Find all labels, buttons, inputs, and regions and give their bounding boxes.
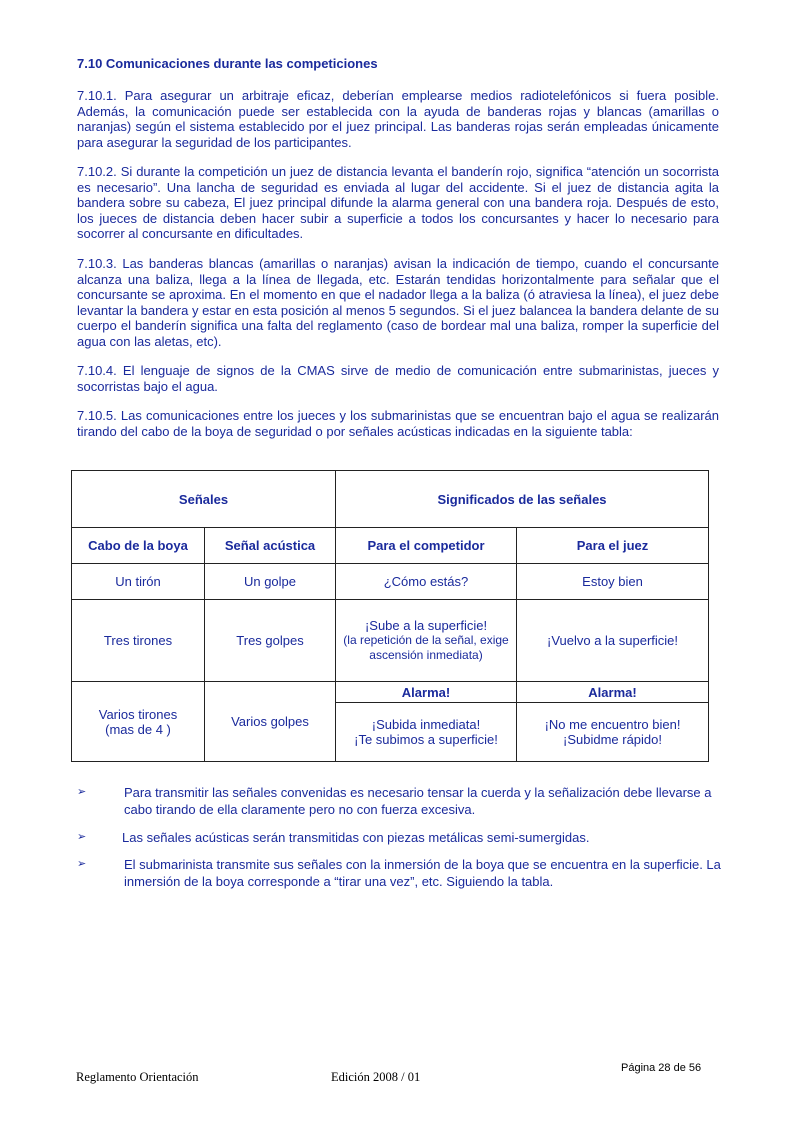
- cell-competidor: ¿Cómo estás?: [336, 564, 517, 600]
- alarm-competidor: Alarma!: [336, 682, 517, 703]
- juez-line-1: ¡No me encuentro bien!: [544, 717, 681, 732]
- cabo-line-1: Varios tirones: [98, 706, 178, 722]
- table-row: [72, 682, 709, 703]
- header-senales: Señales: [72, 471, 336, 528]
- cell-competidor: [336, 703, 517, 762]
- bullet-text: Las señales acústicas serán transmitidas con piezas metálicas semi-sumergidas.: [122, 830, 590, 845]
- section-title: 7.10 Comunicaciones durante las competiciones: [77, 56, 378, 71]
- column-header-juez: Para el juez: [517, 528, 709, 564]
- competidor-main-text: ¡Sube a la superficie!: [364, 618, 488, 633]
- paragraph-7-10-3: 7.10.3. Las banderas blancas (amarillas o naranjas) avisan la indicación de tiempo, cuando el concursante alcanza una baliza, llega a la línea de llegada, etc. Estarán tendidas horizontalmente para señalar que el concursante se aproxima. En el momento en que el nadador llega a la baliza (ó atraviesa la línea), el juez debe levantar la bandera y estar en esta posición al menos 5 segundos. Si el juez balancea la bandera delante de su cuerpo el banderín significa una falta del reglamento (caso de bordear mal una baliza, romper la superficie del agua con las aletas, etc).: [77, 256, 719, 349]
- column-header-competidor: Para el competidor: [336, 528, 517, 564]
- signals-table: [71, 470, 709, 762]
- cell-acustica: Un golpe: [205, 564, 336, 600]
- cell-cabo: Tres tirones: [72, 600, 205, 682]
- cell-juez: ¡Vuelvo a la superficie!: [517, 600, 709, 682]
- table-row: [72, 564, 709, 600]
- paragraph-7-10-4: 7.10.4. El lenguaje de signos de la CMAS sirve de medio de comunicación entre submarinistas, jueces y socorristas bajo el agua.: [77, 363, 719, 394]
- cell-juez: [517, 703, 709, 762]
- header-significados: Significados de las señales: [336, 471, 709, 528]
- paragraph-7-10-2: 7.10.2. Si durante la competición un juez de distancia levanta el banderín rojo, significa “atención un socorrista es necesario”. Una lancha de seguridad es enviada al lugar del accidente. Si el juez de distancia agita la bandera sobre su cabeza, El juez principal difunde la alarma general con una bandera roja. Después de esto, los jueces de distancia deben hacer subir a superficie a todos los concursantes y hacer lo necesario para socorrer al concursante en dificultades.: [77, 164, 719, 241]
- column-header-cabo: Cabo de la boya: [72, 528, 205, 564]
- list-item: [77, 829, 722, 846]
- cell-competidor: [336, 600, 517, 682]
- footer-document-title: Reglamento Orientación: [76, 1070, 199, 1084]
- cell-acustica: Tres golpes: [205, 600, 336, 682]
- competidor-line-2: ¡Te subimos a superficie!: [354, 732, 498, 747]
- bullet-text: El submarinista transmite sus señales con la inmersión de la boya que se encuentra en la superficie. La inmersión de la boya corresponde a “tirar una vez”, etc. Siguiendo la tabla.: [124, 857, 721, 889]
- juez-line-2: ¡Subidme rápido!: [563, 732, 662, 747]
- list-item: [77, 784, 722, 818]
- bullet-text: Para transmitir las señales convenidas es necesario tensar la cuerda y la señalización debe llevarse a cabo tirando de ella claramente pero no con fuerza excesiva.: [124, 785, 712, 817]
- paragraph-7-10-1: 7.10.1. Para asegurar un arbitraje eficaz, deberían emplearse medios radiotelefónicos si fuera posible. Además, la comunicación puede ser establecida con la ayuda de banderas rojas y blancas (amarillas o naranjas) según el sistema establecido por el juez principal. Las banderas rojas serán empleadas únicamente para asegurar la seguridad de los participantes.: [77, 88, 719, 150]
- competidor-line-1: ¡Subida inmediata!: [371, 717, 481, 732]
- cell-juez: Estoy bien: [517, 564, 709, 600]
- competidor-note-text: (la repetición de la señal, exige ascensión inmediata): [343, 633, 509, 662]
- arrow-bullet-icon: ➢: [77, 831, 87, 843]
- arrow-bullet-icon: ➢: [77, 858, 87, 870]
- paragraph-7-10-5: 7.10.5. Las comunicaciones entre los jueces y los submarinistas que se encuentran bajo el agua se realizarán tirando del cabo de la boya de seguridad o por señales acústicas indicadas en la siguiente tabla:: [77, 408, 719, 439]
- cabo-line-2: (mas de 4 ): [105, 721, 171, 737]
- cell-cabo: [72, 682, 205, 762]
- list-item: [77, 856, 722, 890]
- cell-acustica: Varios golpes: [205, 682, 336, 762]
- arrow-bullet-icon: ➢: [77, 786, 87, 798]
- footer-edition: Edición 2008 / 01: [331, 1070, 421, 1084]
- table-row: [72, 600, 709, 682]
- alarm-juez: Alarma!: [517, 682, 709, 703]
- cell-cabo: Un tirón: [72, 564, 205, 600]
- column-header-acustica: Señal acústica: [205, 528, 336, 564]
- page-number: Página 28 de 56: [621, 1062, 702, 1074]
